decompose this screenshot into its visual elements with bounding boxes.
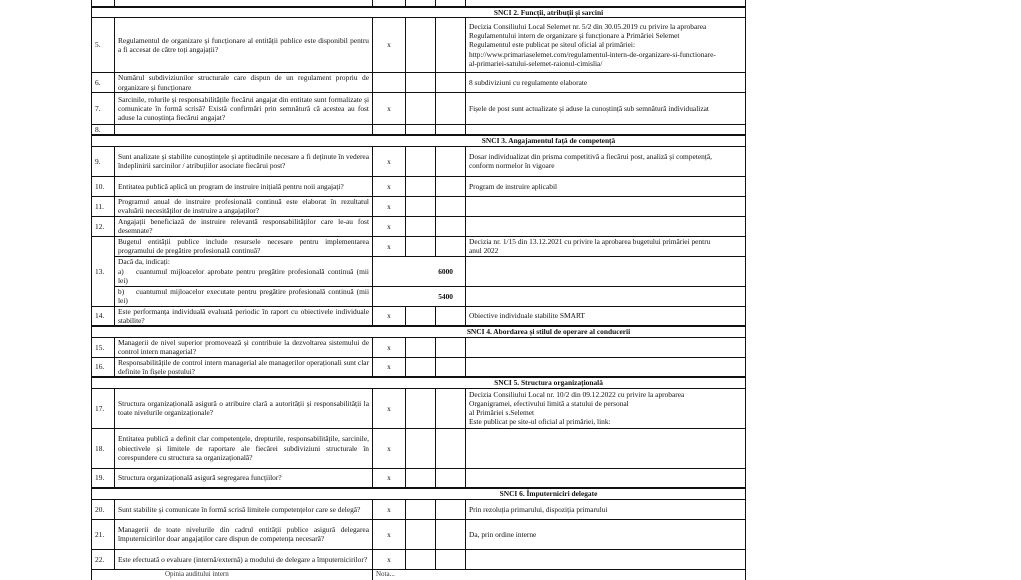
answer-na-cell[interactable]: [436, 146, 466, 176]
answer-na-cell[interactable]: [436, 73, 466, 93]
answer-yes-cell[interactable]: x: [373, 306, 406, 326]
answer-na-cell[interactable]: [436, 196, 466, 216]
row-number: 6.: [92, 73, 115, 93]
comment-cell: [466, 519, 746, 549]
answer-yes-cell[interactable]: x: [373, 388, 406, 428]
answer-na-cell[interactable]: [436, 428, 466, 468]
section-header-row: [92, 377, 746, 388]
comment-cell: [466, 549, 746, 569]
answer-na-cell[interactable]: [436, 388, 466, 428]
table-row: [92, 468, 746, 488]
answer-na-cell[interactable]: [436, 357, 466, 377]
question-cell: Responsabilitățile de control intern managerial ale managerilor operaționali sunt clar definite în fișele postului?: [115, 357, 373, 377]
answer-yes-cell[interactable]: x: [373, 468, 406, 488]
answer-no-cell[interactable]: [406, 216, 436, 236]
answer-no-cell[interactable]: [406, 306, 436, 326]
sub-item-text: cuantumul mijloacelor aprobate pentru pregătire profesională continuă (mii lei): [118, 266, 369, 285]
answer-na-cell[interactable]: [436, 18, 466, 73]
comment-cell: [466, 93, 746, 125]
table-row: [92, 93, 746, 125]
section-title: [92, 326, 746, 337]
section-title: [92, 135, 746, 146]
table-row: [92, 428, 746, 468]
question-cell: Programul anual de instruire profesională continuă este elaborat în rezultatul evaluării necesităților de instruire a angajaților?: [115, 196, 373, 216]
footer-right-cell: [373, 569, 746, 580]
row-number: 12.: [92, 216, 115, 236]
comment-line: Obiective individuale stabilite SMART: [469, 311, 585, 321]
answer-na-cell[interactable]: [436, 468, 466, 488]
section-title-text: SNCI 3. Angajamentul față de competență: [481, 136, 616, 146]
answer-yes-cell[interactable]: x: [373, 176, 406, 196]
comment-cell: [466, 256, 746, 286]
section-header-row: [92, 488, 746, 499]
question-cell: Managerii de nivel superior promovează și contribuie la dezvoltarea sistemului de control intern managerial?: [115, 337, 373, 357]
answer-no-cell[interactable]: [406, 236, 436, 256]
section-title-text: SNCI 6. Împuterniciri delegate: [499, 489, 598, 499]
comment-line: Regulamentul este publicat pe siteul oficial al primăriei:: [469, 40, 636, 50]
row-number: 15.: [92, 337, 115, 357]
comment-line: al Primăriei s.Selemet: [469, 408, 535, 418]
row-number: 16.: [92, 357, 115, 377]
question-cell: Sunt stabilite și comunicate în formă scrisă limitele competențelor care se delegă?: [115, 499, 373, 519]
question-cell: Bugetul entității publice include resursele necesare pentru implementarea programului de pregătire profesională continuă?: [115, 236, 373, 256]
comment-cell: [466, 73, 746, 93]
answer-yes-cell[interactable]: x: [373, 357, 406, 377]
answer-na-cell[interactable]: [436, 236, 466, 256]
comment-line: al-primariei-satului-selemet-raionul-cimislia/: [469, 58, 603, 68]
table-row: [92, 196, 746, 216]
self-assessment-table: [91, 0, 746, 580]
question-cell: Angajații beneficiază de instruire relevantă responsabilităților care le-au fost desemnate?: [115, 216, 373, 236]
answer-na-cell[interactable]: [436, 549, 466, 569]
sub-question-cell: [115, 256, 373, 286]
sub-item: [118, 267, 369, 285]
question-cell: Entitatea publică a definit clar competențele, drepturile, responsabilitățile, sarcinile, obiectivele și limitele de raportare ale fiecărei subdiviziuni structurale în corespundere cu structura sa organizațională?: [115, 428, 373, 468]
table-row: [92, 549, 746, 569]
answer-yes-cell[interactable]: x: [373, 428, 406, 468]
table-row: [92, 216, 746, 236]
section-header-row: [92, 135, 746, 146]
comment-cell: [466, 176, 746, 196]
answer-no-cell[interactable]: [406, 357, 436, 377]
answer-yes-cell[interactable]: x: [373, 337, 406, 357]
answer-yes-cell[interactable]: x: [373, 236, 406, 256]
answer-na-cell[interactable]: [436, 337, 466, 357]
answer-yes-cell[interactable]: x: [373, 216, 406, 236]
answer-no-cell[interactable]: [406, 468, 436, 488]
question-cell: [115, 125, 373, 136]
answer-no-cell[interactable]: [406, 93, 436, 125]
answer-no-cell[interactable]: [406, 196, 436, 216]
comment-cell: [466, 357, 746, 377]
question-cell: Regulamentul de organizare și funcționare al entității publice este disponibil pentru a fi accesat de către toți angajații?: [115, 18, 373, 73]
comment-line: Organigramei, efectivului limită a statului de personal: [469, 399, 629, 408]
answer-yes-cell[interactable]: [373, 73, 406, 93]
table-row: [92, 388, 746, 428]
row-number: 22.: [92, 549, 115, 569]
row-number: 11.: [92, 196, 115, 216]
row-number: 8.: [92, 125, 115, 136]
answer-yes-cell[interactable]: x: [373, 93, 406, 125]
section-header-row: [92, 326, 746, 337]
row-number: 9.: [92, 146, 115, 176]
comment-cell: [466, 18, 746, 73]
section-title: [92, 7, 746, 18]
comment-line: Program de instruire aplicabil: [469, 181, 558, 191]
table-row: [92, 357, 746, 377]
answer-yes-cell[interactable]: x: [373, 146, 406, 176]
answer-no-cell[interactable]: [406, 428, 436, 468]
comment-cell: [466, 468, 746, 488]
comment-cell: [466, 236, 746, 256]
answer-no-cell[interactable]: [406, 549, 436, 569]
comment-line: Decizia nr. 1/15 din 13.12.2021 cu privire la aprobarea bugetului primăriei pentru: [469, 237, 711, 246]
row-number: 18.: [92, 428, 115, 468]
table-row-sub: [92, 286, 746, 306]
row-number: 19.: [92, 468, 115, 488]
comment-line: Decizia Consiliului Local nr. 10/2 din 09.12.2022 cu privire la aprobarea: [469, 389, 685, 399]
answer-no-cell[interactable]: [406, 499, 436, 519]
comment-line: Este publicat pe site-ul oficial al primăriei, link:: [469, 417, 611, 427]
answer-na-cell[interactable]: [436, 125, 466, 136]
footer-left-text: Opinia auditului intern: [165, 569, 229, 578]
comment-line: conform normelor în vigoare: [469, 161, 555, 171]
answer-na-cell[interactable]: [436, 93, 466, 125]
answer-na-cell[interactable]: [436, 519, 466, 549]
table-row-sub: [92, 256, 746, 286]
question-cell: Sarcinile, rolurile și responsabilitățile fiecărui angajat din entitate sunt formalizate și comunicate în formă scrisă? Există confirmări prin semnătură că acestea au fost aduse la cunoștința fiecărui angajat?: [115, 93, 373, 125]
answer-no-cell[interactable]: [406, 337, 436, 357]
table-row: [92, 499, 746, 519]
comment-line: http://www.primariaselemet.com/regulamentul-intern-de-organizare-si-functionare-: [469, 49, 716, 59]
footer-partial-row: [92, 569, 746, 580]
comment-cell: [466, 125, 746, 136]
sub-item-label: b): [118, 287, 125, 296]
question-cell: Este efectuată o evaluare (internă/externă) a modului de delegare a împuternicirilor?: [115, 549, 373, 569]
table-row: [92, 18, 746, 73]
amount-value: 5400: [373, 286, 466, 306]
answer-na-cell[interactable]: [436, 216, 466, 236]
question-cell: Managerii de toate nivelurile din cadrul entității publice asigură delegarea împuternicirilor doar angajaților care dispun de competența necesară?: [115, 519, 373, 549]
sub-intro: Dacă da, indicați:: [118, 257, 170, 267]
table-row: [92, 73, 746, 93]
sub-item: [118, 287, 369, 305]
answer-no-cell[interactable]: [406, 18, 436, 73]
comment-cell: [466, 196, 746, 216]
row-number: 21.: [92, 519, 115, 549]
section-title: [92, 377, 746, 388]
row-number: 17.: [92, 388, 115, 428]
comment-line: Decizia Consiliului Local Selemet nr. 5/2 din 30.05.2019 cu privire la aprobarea: [469, 22, 707, 32]
comment-cell: [466, 428, 746, 468]
sub-item-text: cuantumul mijloacelor executate pentru pregătire profesională continuă (mii lei): [118, 287, 369, 306]
row-number: 10.: [92, 176, 115, 196]
answer-no-cell[interactable]: [406, 73, 436, 93]
table-row: [92, 146, 746, 176]
answer-yes-cell[interactable]: x: [373, 499, 406, 519]
comment-line: Prin rezoluția primarului, dispoziția primarului: [469, 504, 608, 514]
comment-line: anul 2022: [469, 246, 499, 256]
answer-na-cell[interactable]: [436, 499, 466, 519]
answer-na-cell[interactable]: [436, 176, 466, 196]
sub-item-label: a): [118, 266, 124, 276]
comment-cell: [466, 146, 746, 176]
answer-na-cell[interactable]: [436, 306, 466, 326]
answer-no-cell[interactable]: [406, 125, 436, 136]
section-title-text: SNCI 4. Abordarea și stilul de operare al conducerii: [466, 327, 631, 337]
table-row: [92, 176, 746, 196]
answer-no-cell[interactable]: [406, 146, 436, 176]
answer-yes-cell[interactable]: x: [373, 196, 406, 216]
table-row: [92, 125, 746, 136]
comment-line: Fișele de post sunt actualizate și aduse la cunoștință sub semnătură individualizat: [469, 103, 709, 113]
comment-line: 8 subdiviziuni cu regulamente elaborate: [469, 77, 588, 87]
row-number: 20.: [92, 499, 115, 519]
answer-no-cell[interactable]: [406, 388, 436, 428]
row-number: 14.: [92, 306, 115, 326]
question-cell: Este performanța individuală evaluată periodic în raport cu obiectivele individuale stabilite?: [115, 306, 373, 326]
answer-no-cell[interactable]: [406, 519, 436, 549]
question-cell: Structura organizațională asigură segregarea funcțiilor?: [115, 468, 373, 488]
row-number: 5.: [92, 18, 115, 73]
question-cell: Structura organizațională asigură o atribuire clară a autorității și responsabilității la toate nivelurile organizaționale?: [115, 388, 373, 428]
row-number: 13.: [92, 236, 115, 306]
answer-yes-cell[interactable]: x: [373, 18, 406, 73]
section-header-row: [92, 7, 746, 18]
question-cell: Numărul subdiviziunilor structurale care dispun de un regulament propriu de organizare și funcționare: [115, 73, 373, 93]
comment-line: Dosar individualizat din prisma competitivă a fiecărui post, analiză și competență,: [469, 152, 712, 161]
table-row: [92, 306, 746, 326]
comment-cell: [466, 306, 746, 326]
comment-line: Da, prin ordine interne: [469, 529, 537, 539]
section-title: [92, 488, 746, 499]
answer-yes-cell[interactable]: x: [373, 549, 406, 569]
answer-yes-cell[interactable]: x: [373, 519, 406, 549]
table-row: [92, 337, 746, 357]
footer-left-cell: [92, 569, 373, 580]
answer-yes-cell[interactable]: [373, 125, 406, 136]
comment-cell: [466, 499, 746, 519]
comment-cell: [466, 286, 746, 306]
amount-value: 6000: [373, 256, 466, 286]
answer-no-cell[interactable]: [406, 176, 436, 196]
comment-cell: [466, 337, 746, 357]
comment-cell: [466, 388, 746, 428]
table-row: [92, 519, 746, 549]
section-title-text: SNCI 5. Structura organizațională: [494, 378, 603, 388]
footer-right-text: Nota...: [376, 569, 395, 578]
comment-cell: [466, 216, 746, 236]
sub-question-cell: [115, 286, 373, 306]
question-cell: Sunt analizate și stabilite cunoștințele și aptitudinile necesare a fi deținute în vederea îndeplinirii sarcinilor / atribuțiilor asociate fiecărui post?: [115, 146, 373, 176]
question-cell: Entitatea publică aplică un program de instruire inițială pentru noii angajați?: [115, 176, 373, 196]
row-number: 7.: [92, 93, 115, 125]
table-row: [92, 236, 746, 256]
comment-line: Regulamentului intern de organizare și funcționare a Primăriei Selemet: [469, 31, 680, 41]
document-page: [91, 0, 745, 580]
section-title-text: SNCI 2. Funcții, atribuții și sarcini: [493, 7, 604, 17]
